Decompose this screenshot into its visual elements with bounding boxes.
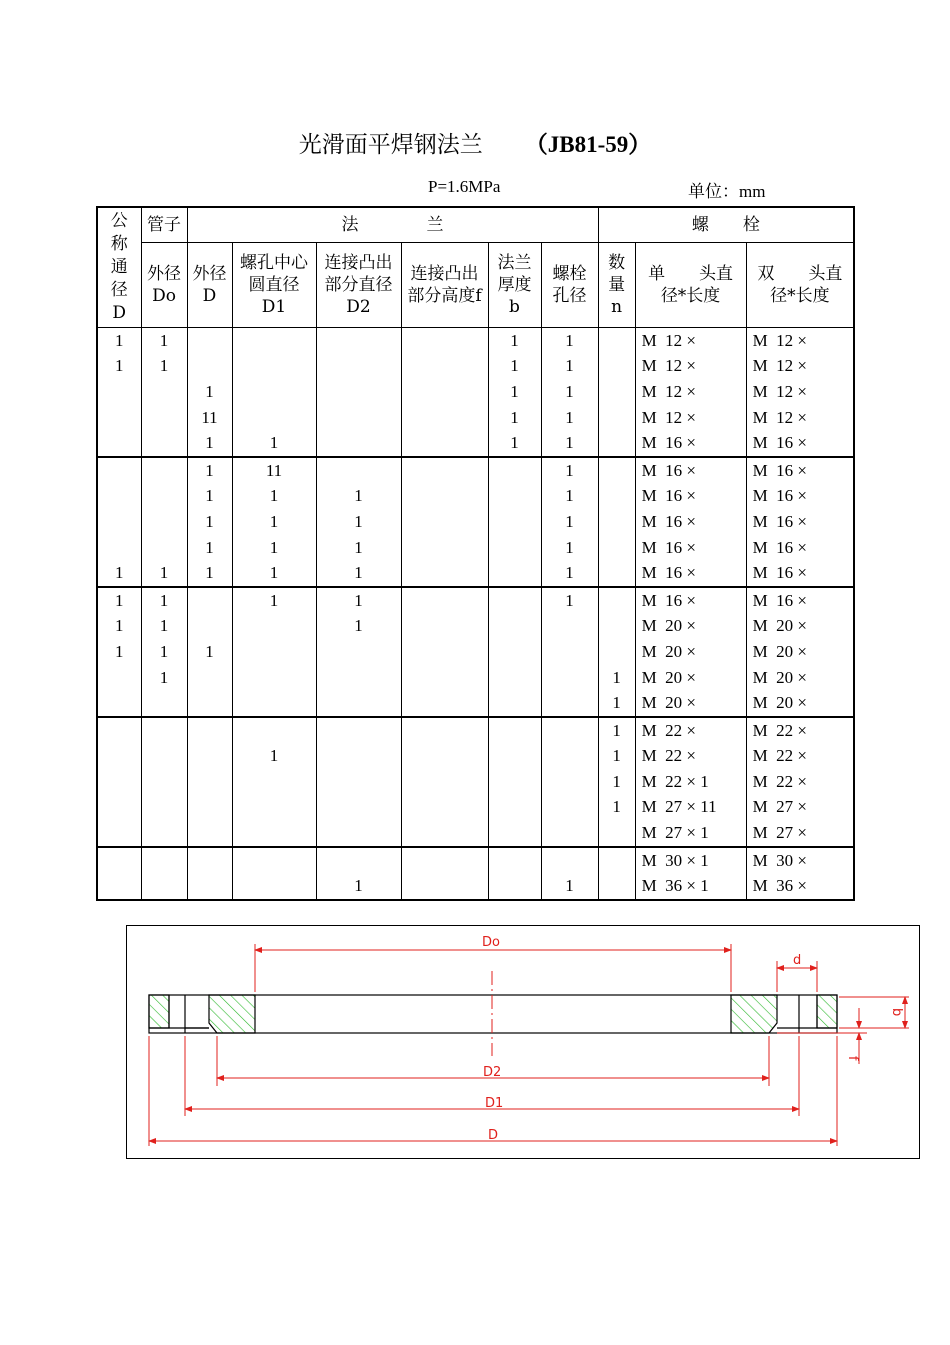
table-cell [401,430,488,457]
table-cell [97,430,141,457]
table-cell [488,717,541,744]
table-cell [141,847,187,874]
table-cell: 1 [187,430,232,457]
table-cell: 1 [598,717,635,744]
table-row [97,379,854,405]
table-row [97,535,854,561]
flange-drawing [126,925,920,1159]
table-cell [598,484,635,510]
table-row [97,457,854,484]
table-cell [316,665,401,691]
table-cell [598,639,635,665]
table-cell: 1 [541,328,598,354]
bolt-double-cell: M 16 × [746,560,854,587]
table-cell: 1 [488,328,541,354]
table-cell: 1 [488,405,541,431]
table-cell: 1 [232,484,316,510]
table-cell [97,717,141,744]
bolt-double-cell: M 20 × [746,665,854,691]
table-cell [97,535,141,561]
table-cell [232,328,316,354]
table-cell: 1 [187,457,232,484]
table-row [97,665,854,691]
table-cell [316,639,401,665]
table-cell [316,379,401,405]
table-cell [598,847,635,874]
table-cell [141,457,187,484]
table-cell: 1 [187,509,232,535]
table-cell [401,587,488,614]
bolt-single-cell: M 12 × [635,405,746,431]
table-cell [141,873,187,900]
table-cell [187,873,232,900]
table-cell [401,639,488,665]
table-cell: 1 [187,535,232,561]
table-cell [97,379,141,405]
bolt-single-cell: M 27 × 11 [635,795,746,821]
table-cell: 1 [141,614,187,640]
table-row [97,690,854,717]
table-row [97,820,854,847]
bolt-single-cell: M 22 × [635,744,746,770]
table-cell [316,847,401,874]
table-cell: 1 [541,535,598,561]
table-row [97,795,854,821]
table-cell [598,430,635,457]
unit-label: 单位：mm [688,182,766,201]
table-row [97,354,854,380]
table-row [97,769,854,795]
table-cell [187,795,232,821]
table-cell [488,560,541,587]
table-cell [401,509,488,535]
table-cell [401,744,488,770]
table-row [97,587,854,614]
bolt-double-cell: M 12 × [746,379,854,405]
table-cell [232,379,316,405]
table-row [97,614,854,640]
table-row [97,328,854,354]
bolt-double-cell: M 20 × [746,614,854,640]
table-row [97,430,854,457]
table-cell [316,405,401,431]
table-cell [401,614,488,640]
table-cell [598,328,635,354]
table-cell [316,430,401,457]
bolt-single-cell: M 12 × [635,354,746,380]
table-cell [401,873,488,900]
table-cell [187,744,232,770]
bolt-single-cell: M 20 × [635,614,746,640]
table-cell [97,873,141,900]
table-cell: 1 [141,587,187,614]
table-cell: 11 [187,405,232,431]
bolt-single-cell: M 22 × [635,717,746,744]
table-cell [488,587,541,614]
table-cell [141,535,187,561]
table-cell [232,614,316,640]
bolt-double-cell: M 12 × [746,354,854,380]
bolt-double-cell: M 16 × [746,535,854,561]
table-cell [598,820,635,847]
table-cell [187,820,232,847]
table-cell [232,795,316,821]
table-cell: 1 [97,328,141,354]
table-row [97,717,854,744]
header-single-end: 单 头直径*长度 [635,243,746,328]
table-cell: 1 [541,873,598,900]
table-cell [401,457,488,484]
table-body [97,328,854,901]
bolt-single-cell: M 16 × [635,587,746,614]
table-cell: 1 [316,509,401,535]
table-cell [187,690,232,717]
table-cell [97,820,141,847]
table-cell: 1 [97,614,141,640]
table-cell [141,379,187,405]
table-cell: 1 [97,560,141,587]
table-row [97,639,854,665]
table-cell [97,795,141,821]
header-qty: 数量n [598,243,635,328]
bolt-double-cell: M 27 × [746,820,854,847]
table-cell [488,820,541,847]
title-text: 光滑面平焊钢法兰 [298,132,483,158]
table-cell [401,795,488,821]
table-cell: 1 [141,560,187,587]
table-cell [598,587,635,614]
table-cell [141,509,187,535]
bolt-single-cell: M 12 × [635,328,746,354]
bolt-double-cell: M 16 × [746,484,854,510]
table-cell [401,665,488,691]
bolt-single-cell: M 22 × 1 [635,769,746,795]
table-cell: 1 [187,379,232,405]
bolt-single-cell: M 36 × 1 [635,873,746,900]
bolt-double-cell: M 20 × [746,639,854,665]
table-cell [97,484,141,510]
table-cell [97,509,141,535]
table-cell: 1 [141,328,187,354]
table-cell: 1 [541,457,598,484]
table-cell: 1 [232,509,316,535]
header-pipe-od: 外径Do [141,243,187,328]
header-raised-height: 连接凸出部分高度f [401,243,488,328]
table-cell [316,457,401,484]
table-cell [316,795,401,821]
table-cell [141,744,187,770]
table-cell [187,354,232,380]
table-cell [141,795,187,821]
table-cell [141,690,187,717]
table-cell: 1 [488,354,541,380]
table-cell [598,379,635,405]
table-cell: 1 [187,560,232,587]
table-cell: 1 [232,587,316,614]
table-cell [401,535,488,561]
table-cell: 1 [598,690,635,717]
table-cell [488,614,541,640]
table-cell [541,744,598,770]
table-cell [187,587,232,614]
table-cell: 1 [316,560,401,587]
table-cell: 1 [541,405,598,431]
table-row [97,847,854,874]
table-cell [401,717,488,744]
table-cell [488,847,541,874]
table-cell [401,354,488,380]
table-cell [598,405,635,431]
table-cell [316,744,401,770]
bolt-single-cell: M 20 × [635,690,746,717]
table-cell [401,820,488,847]
bolt-double-cell: M 36 × [746,873,854,900]
table-cell [488,457,541,484]
table-cell [401,690,488,717]
bolt-single-cell: M 30 × 1 [635,847,746,874]
table-cell [141,430,187,457]
table-cell: 1 [598,769,635,795]
label-big-d: D [488,1128,499,1143]
table-cell [232,847,316,874]
bolt-double-cell: M 12 × [746,328,854,354]
table-cell [488,769,541,795]
table-cell: 1 [316,873,401,900]
bolt-double-cell: M 16 × [746,509,854,535]
table-cell: 1 [598,744,635,770]
table-cell [97,744,141,770]
bolt-double-cell: M 22 × [746,769,854,795]
table-cell: 1 [141,639,187,665]
table-cell [232,405,316,431]
bolt-double-cell: M 27 × [746,795,854,821]
table-cell [488,535,541,561]
table-row [97,484,854,510]
label-b: b [889,1008,904,1017]
bolt-double-cell: M 22 × [746,717,854,744]
label-f: f [845,1056,860,1061]
table-cell [232,639,316,665]
table-cell [401,560,488,587]
header-flange-od: 外径D [187,243,232,328]
table-cell [488,509,541,535]
header-double-end: 双 头直径*长度 [746,243,854,328]
table-row [97,873,854,900]
bolt-single-cell: M 16 × [635,430,746,457]
table-cell: 1 [97,587,141,614]
table-cell [232,354,316,380]
bolt-double-cell: M 30 × [746,847,854,874]
table-cell: 1 [232,744,316,770]
bolt-double-cell: M 22 × [746,744,854,770]
table-cell [488,639,541,665]
header-thickness: 法兰厚度b [488,243,541,328]
bolt-double-cell: M 12 × [746,405,854,431]
bolt-double-cell: M 16 × [746,457,854,484]
header-bolt: 螺 栓 [598,207,854,243]
table-cell [141,717,187,744]
table-cell: 1 [541,379,598,405]
table-cell [598,614,635,640]
header-bolt-circle: 螺孔中心圆直径 D1 [232,243,316,328]
table-cell: 1 [232,560,316,587]
header-flange: 法 兰 [187,207,598,243]
header-raised-dia: 连接凸出部分直径D2 [316,243,401,328]
table-cell: 1 [598,795,635,821]
table-cell [401,379,488,405]
label-d: d [793,953,802,968]
table-cell: 11 [232,457,316,484]
page-title [0,126,950,159]
table-cell [97,769,141,795]
table-cell [187,717,232,744]
table-cell [401,769,488,795]
table-cell [541,795,598,821]
table-cell [488,795,541,821]
table-cell [232,769,316,795]
table-cell [401,405,488,431]
table-cell [401,328,488,354]
table-cell: 1 [97,354,141,380]
header-pipe: 管子 [141,207,187,243]
header-bolt-hole: 螺栓孔径 [541,243,598,328]
table-cell [541,769,598,795]
table-cell [141,820,187,847]
table-cell [316,820,401,847]
table-cell: 1 [488,430,541,457]
table-cell [401,484,488,510]
table-cell [97,665,141,691]
bolt-single-cell: M 27 × 1 [635,820,746,847]
table-cell [97,847,141,874]
table-cell: 1 [232,430,316,457]
flange-body [149,995,837,1033]
table-cell [316,690,401,717]
table-cell [541,847,598,874]
table-cell: 1 [488,379,541,405]
table-cell [97,405,141,431]
bolt-double-cell: M 20 × [746,690,854,717]
table-cell: 1 [541,560,598,587]
table-row [97,560,854,587]
table-cell: 1 [316,535,401,561]
table-cell [187,665,232,691]
table-cell [541,639,598,665]
table-cell [598,535,635,561]
table-cell [541,614,598,640]
standard-code: （JB81-59） [524,132,652,157]
table-cell [141,769,187,795]
bolt-single-cell: M 16 × [635,560,746,587]
table-cell [97,457,141,484]
table-row [97,509,854,535]
table-cell: 1 [316,587,401,614]
bolt-single-cell: M 16 × [635,535,746,561]
label-d2: D2 [483,1065,502,1080]
table-cell: 1 [97,639,141,665]
flange-spec-table [96,206,855,901]
table-cell [141,405,187,431]
bolt-double-cell: M 16 × [746,430,854,457]
table-cell [598,509,635,535]
table-cell [488,484,541,510]
table-cell [232,873,316,900]
table-cell: 1 [141,665,187,691]
table-cell [316,328,401,354]
table-cell [541,690,598,717]
bolt-single-cell: M 16 × [635,509,746,535]
table-cell: 1 [541,484,598,510]
pressure-label: P=1.6MPa [428,177,501,196]
bolt-single-cell: M 16 × [635,457,746,484]
bolt-single-cell: M 20 × [635,639,746,665]
table-cell [316,769,401,795]
label-do: Do [482,935,500,950]
table-cell [141,484,187,510]
table-cell: 1 [541,430,598,457]
table-cell: 1 [598,665,635,691]
table-cell [488,690,541,717]
table-cell [316,354,401,380]
table-cell: 1 [316,484,401,510]
table-row [97,744,854,770]
table-cell: 1 [187,484,232,510]
flange-section-svg [127,926,919,1158]
table-cell [232,690,316,717]
table-cell: 1 [541,354,598,380]
label-d1: D1 [485,1096,504,1111]
bolt-double-cell: M 16 × [746,587,854,614]
bolt-single-cell: M 20 × [635,665,746,691]
table-cell [541,820,598,847]
header-nominal-diameter: 公称通径D [97,207,141,328]
table-cell [232,717,316,744]
table-cell: 1 [316,614,401,640]
table-cell [598,873,635,900]
table-cell [232,820,316,847]
table-cell [598,560,635,587]
bolt-single-cell: M 12 × [635,379,746,405]
table-cell [187,614,232,640]
table-cell [541,665,598,691]
table-cell [316,717,401,744]
table-cell [488,665,541,691]
table-cell [598,457,635,484]
table-cell [187,847,232,874]
table-row [97,405,854,431]
table-cell: 1 [141,354,187,380]
table-cell [488,744,541,770]
bolt-single-cell: M 16 × [635,484,746,510]
table-cell: 1 [541,587,598,614]
table-cell [97,690,141,717]
table-cell: 1 [232,535,316,561]
table-cell [598,354,635,380]
table-cell [187,328,232,354]
table-cell [488,873,541,900]
table-cell [541,717,598,744]
table-cell [232,665,316,691]
table-cell [401,847,488,874]
table-cell: 1 [187,639,232,665]
table-cell [187,769,232,795]
table-cell: 1 [541,509,598,535]
